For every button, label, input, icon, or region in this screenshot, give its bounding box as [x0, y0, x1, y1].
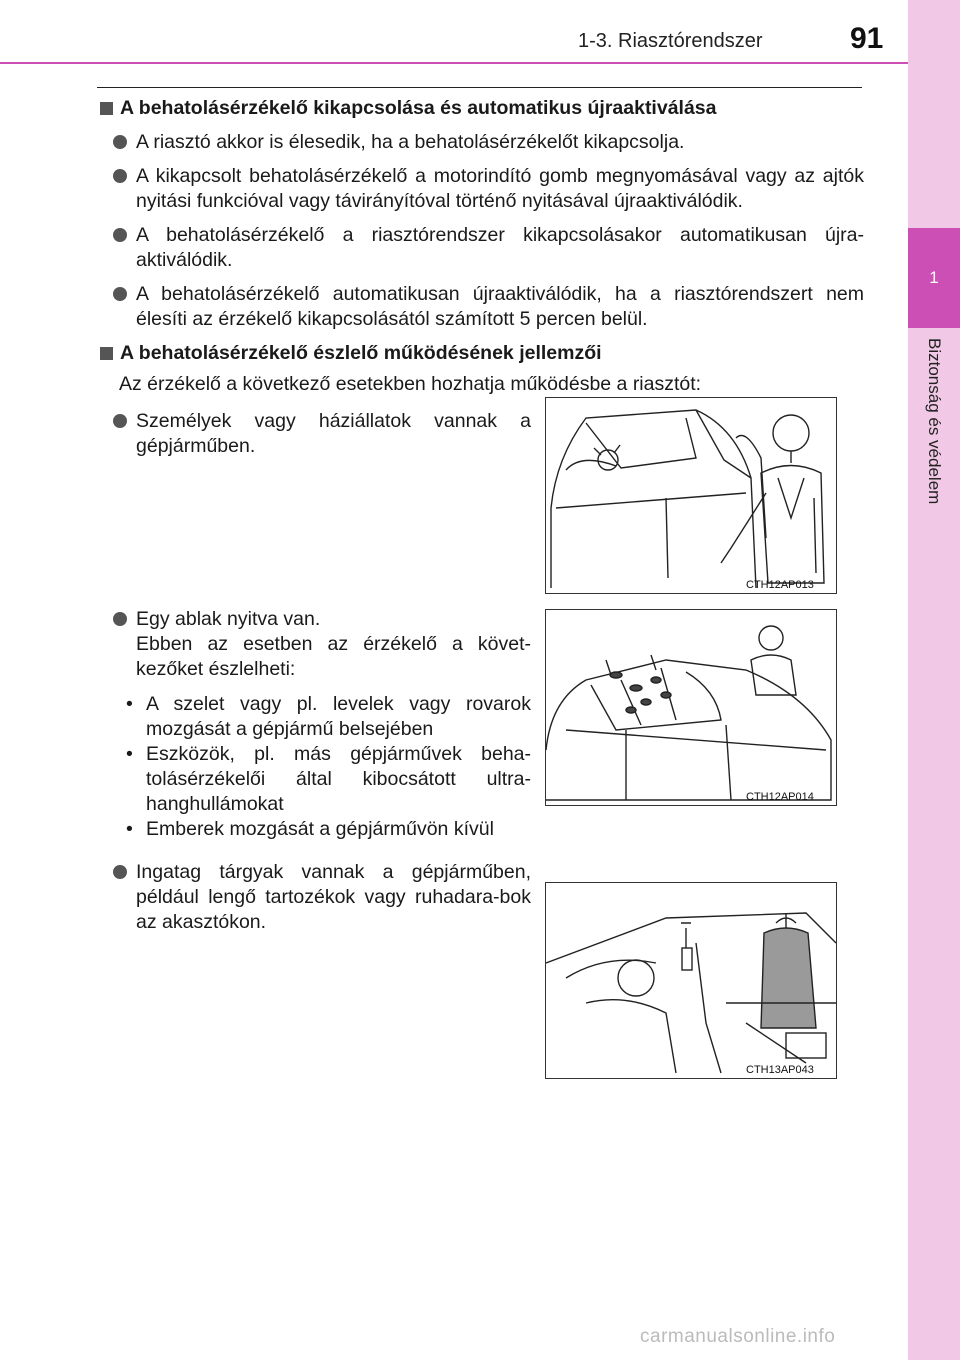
- round-bullet-icon: [113, 414, 127, 428]
- section-title: 1-3. Riasztórendszer: [578, 30, 763, 52]
- square-bullet-icon: [100, 102, 113, 115]
- sub-list-item: • Eszközök, pl. más gépjárművek beha-tolásérzékelői által kibocsátott ultra-hanghullámokat: [126, 743, 531, 815]
- list-item: A kikapcsolt behatolásérzékelő a motorindító gomb megnyomásával vagy az ajtók nyitási funkcióval vagy távirányítóval történő nyitásával újraaktiválódik.: [100, 164, 864, 214]
- round-bullet-icon: [113, 287, 127, 301]
- car-interior-clothes-illustration: [546, 883, 836, 1078]
- chapter-number-tab[interactable]: 1: [908, 228, 960, 328]
- car-door-dog-man-illustration: [546, 398, 836, 593]
- list-item: Egy ablak nyitva van. Ebben az esetben az érzékelő a követ-kezőket észlelheti:: [100, 607, 531, 682]
- square-bullet-icon: [100, 347, 113, 360]
- chapter-sidebar: [908, 0, 960, 1360]
- round-bullet-icon: [113, 135, 127, 149]
- intro-text: Az érzékelő a következő esetekben hozhatja működésbe a riasztót:: [119, 373, 702, 395]
- figure-open-window: [545, 609, 837, 806]
- content-rule: [97, 87, 862, 88]
- list-item: Ingatag tárgyak vannak a gépjárműben, például lengő tartozékok vagy ruhadara-bok az akasztókon.: [100, 860, 531, 935]
- dot-bullet-icon: •: [126, 743, 133, 765]
- round-bullet-icon: [113, 228, 127, 242]
- car-open-window-illustration: [546, 610, 836, 805]
- list-item: Személyek vagy háziállatok vannak a gépjárműben.: [100, 409, 531, 459]
- header-divider: [0, 62, 908, 64]
- dot-bullet-icon: •: [126, 818, 133, 840]
- page-number: 91: [850, 22, 884, 55]
- figure-pet-and-person: [545, 397, 837, 594]
- sub-list-item: • A szelet vagy pl. levelek vagy rovarok mozgását a gépjármű belsejében: [126, 693, 531, 740]
- list-item: A riasztó akkor is élesedik, ha a behatolásérzékelőt kikapcsolja.: [100, 130, 864, 155]
- figure-hanging-items: [545, 882, 837, 1079]
- heading-detection-characteristics: A behatolásérzékelő észlelő működésének jellemzői: [100, 341, 864, 366]
- sub-list-item: • Emberek mozgását a gépjárművön kívül: [126, 818, 494, 840]
- round-bullet-icon: [113, 612, 127, 626]
- list-item: A behatolásérzékelő automatikusan újraaktiválódik, ha a riasztórendszert nem élesíti az érzékelő kikapcsolásától számított 5 percen belül.: [100, 282, 864, 332]
- round-bullet-icon: [113, 169, 127, 183]
- round-bullet-icon: [113, 865, 127, 879]
- dot-bullet-icon: •: [126, 693, 133, 715]
- heading-auto-reactivation: A behatolásérzékelő kikapcsolása és automatikus újraaktiválása: [100, 96, 864, 121]
- figure-code: CTH12AP014: [746, 791, 814, 803]
- chapter-name: Biztonság és védelem: [925, 338, 944, 505]
- figure-code: CTH12AP013: [746, 579, 814, 591]
- figure-code: CTH13AP043: [746, 1064, 814, 1076]
- list-item: A behatolásérzékelő a riasztórendszer kikapcsolásakor automatikusan újra-aktiválódik.: [100, 223, 864, 273]
- watermark: carmanualsonline.info: [640, 1326, 836, 1347]
